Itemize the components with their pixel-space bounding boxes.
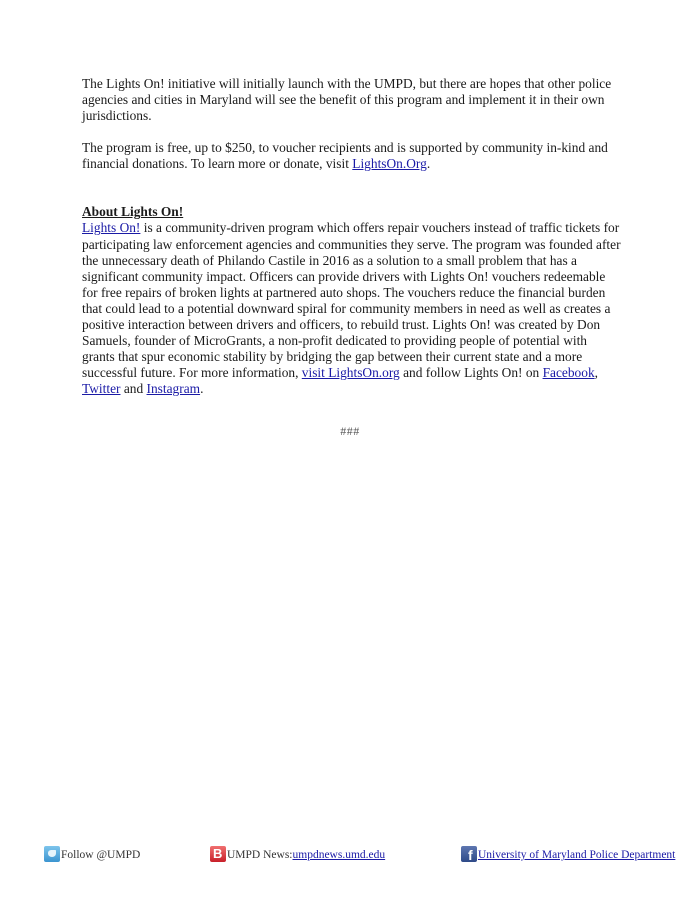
lightson-org-link[interactable]: LightsOn.Org [352, 156, 427, 172]
paragraph-donation: The program is free, up to $250, to voucher recipients and is supported by community in-kind and financial donations. To learn more or donate, visit LightsOn.Org. [82, 140, 608, 172]
instagram-link[interactable]: Instagram [146, 381, 201, 397]
lights-on-link[interactable]: Lights On! [82, 220, 141, 236]
twitter-icon [44, 846, 60, 862]
news-label: UMPD News: [227, 849, 293, 861]
twitter-link[interactable]: Twitter [82, 381, 121, 397]
footer-facebook [461, 846, 675, 862]
facebook-link[interactable]: Facebook [542, 365, 595, 381]
paragraph-about: Lights On! is a community-driven program which offers repair vouchers instead of traffic tickets for participating law enforcement agencies and communities they serve. The program was founded after the unnecessary death of Philando Castile in 2016 as a solution to a small problem that has a significant community impact. Officers can provide drivers with Lights On! vouchers redeemable for free repairs of broken lights at partnered auto shops. The vouchers reduce the financial burden that could lead to a potential downward spiral for community members in need as well as creates a positive interaction between drivers and officers, to rebuild trust. Lights On! was created by Don Samuels, founder of MicroGrants, a non-profit dedicated to providing people of potential with grants that spur economic stability by bridging the gap between their current state and a more successful future. For more information, visit LightsOn.org and follow Lights On! on Facebook, Twitter and Instagram. [82, 220, 621, 397]
document-body [82, 76, 622, 398]
paragraph-launch: The Lights On! initiative will initially launch with the UMPD, but there are hopes that other police agencies and cities in Maryland will see the benefit of this program and implement it in their own jurisdictions. [82, 76, 612, 124]
facebook-icon [461, 846, 477, 862]
umpd-news-link[interactable]: umpdnews.umd.edu [292, 849, 386, 861]
footer-news [210, 846, 385, 862]
visit-lightson-link[interactable]: visit LightsOn.org [301, 365, 400, 381]
end-mark: ### [340, 424, 360, 438]
footer [0, 846, 700, 868]
about-heading: About Lights On! [82, 204, 184, 220]
blogger-icon [210, 846, 226, 862]
umpd-facebook-link[interactable]: University of Maryland Police Department [478, 849, 676, 861]
twitter-label: Follow @UMPD [61, 849, 141, 861]
footer-twitter[interactable] [44, 846, 140, 862]
